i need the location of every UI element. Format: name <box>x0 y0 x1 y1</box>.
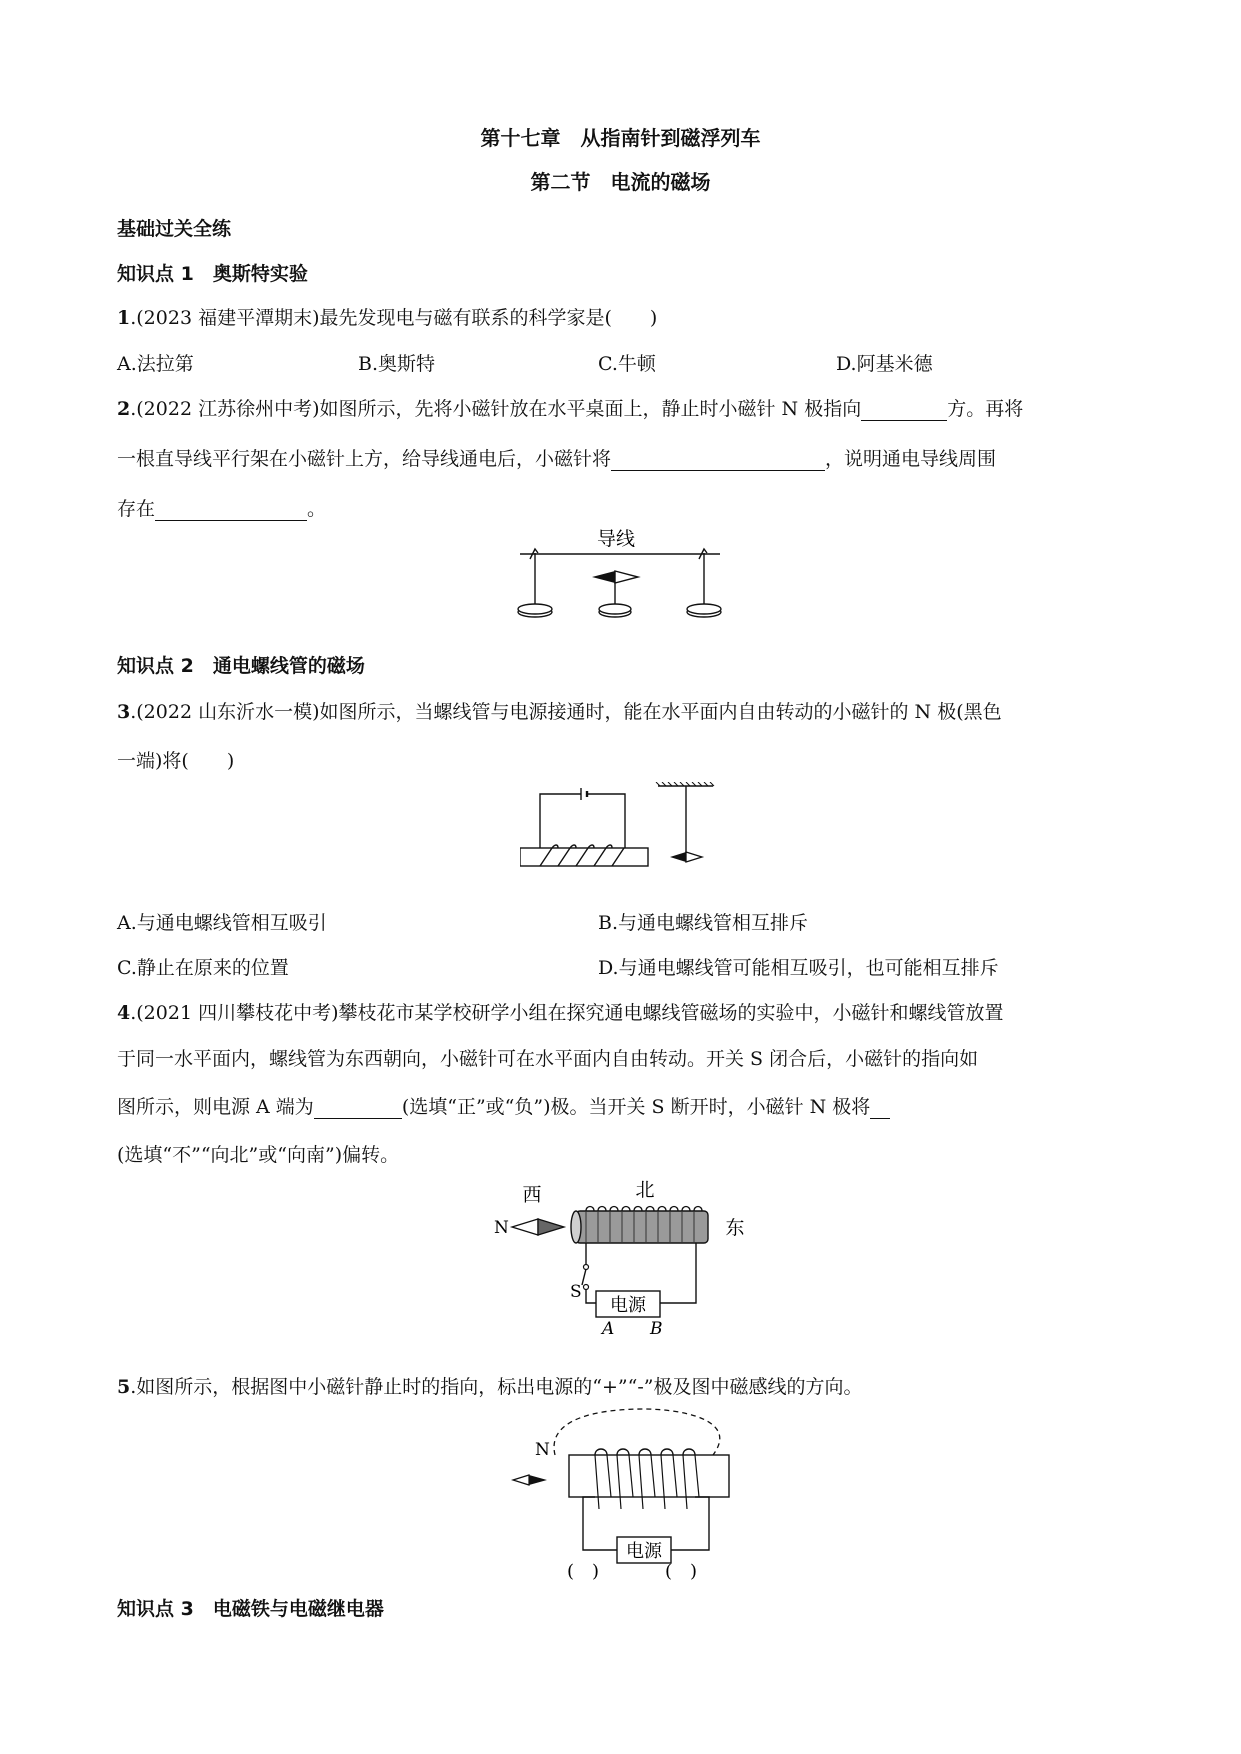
question-3-line-1 <box>117 697 1002 724</box>
q4-figure-solenoid-compass <box>490 1175 780 1335</box>
question-4-line-3 <box>117 1092 890 1119</box>
terminal-a-label: A <box>602 1319 615 1335</box>
q3-option-c: C.静止在原来的位置 <box>117 957 289 979</box>
q2-figure-wire-compass <box>510 525 730 620</box>
answer-blank[interactable] <box>314 1097 402 1119</box>
q2-text-3b: 。 <box>307 498 327 520</box>
n-pole-label: N <box>535 1440 550 1460</box>
practice-heading: 基础过关全练 <box>117 218 232 240</box>
question-2-line-1 <box>117 394 1023 421</box>
right-terminal-blank[interactable]: ( ) <box>664 1561 698 1580</box>
east-label: 东 <box>725 1217 745 1239</box>
knowledge-point-3: 知识点 3 电磁铁与电磁继电器 <box>117 1598 384 1620</box>
q2-text-2a: 一根直导线平行架在小磁针上方，给导线通电后，小磁针将 <box>117 448 612 470</box>
q2-text-1b: 方。再将 <box>947 398 1024 420</box>
q1-option-a: A.法拉第 <box>117 353 194 375</box>
chapter-title: 第十七章 从指南针到磁浮列车 <box>480 126 761 150</box>
question-number: 5 <box>117 1376 131 1398</box>
q4-text-3a: 图所示，则电源 A 端为 <box>117 1096 314 1118</box>
west-label: 西 <box>522 1184 542 1206</box>
q3-option-b: B.与通电螺线管相互排斥 <box>598 912 809 934</box>
q2-text-2b: ，说明通电导线周围 <box>825 448 997 470</box>
answer-blank[interactable] <box>155 499 307 521</box>
knowledge-point-2: 知识点 2 通电螺线管的磁场 <box>117 655 365 677</box>
q3-option-d: D.与通电螺线管可能相互吸引，也可能相互排斥 <box>598 957 999 979</box>
terminal-b-label: B <box>650 1319 663 1335</box>
q2-text-1a: .(2022 江苏徐州中考)如图所示，先将小磁针放在水平桌面上，静止时小磁针 N 极指向 <box>130 398 862 420</box>
question-number: 3 <box>117 701 131 723</box>
answer-blank[interactable] <box>861 399 947 421</box>
question-number: 2 <box>117 398 131 420</box>
q1-option-b: B.奥斯特 <box>358 353 436 375</box>
q3-option-a: A.与通电螺线管相互吸引 <box>117 912 327 934</box>
question-4-line-4: (选填“不”“向北”或“向南”)偏转。 <box>117 1144 400 1166</box>
question-number: 4 <box>117 1002 131 1024</box>
question-number: 1 <box>117 307 131 329</box>
q4-text-1: .(2021 四川攀枝花中考)攀枝花市某学校研学小组在探究通电螺线管磁场的实验中，小磁针和螺线管放置 <box>130 1002 1004 1024</box>
question-text: .(2023 福建平潭期末)最先发现电与磁有联系的科学家是( ) <box>130 307 658 329</box>
north-label: 北 <box>635 1179 655 1201</box>
power-source-label: 电源 <box>610 1295 646 1316</box>
question-2-line-3 <box>117 494 326 521</box>
q1-option-d: D.阿基米德 <box>836 353 933 375</box>
left-terminal-blank[interactable]: ( ) <box>566 1561 600 1580</box>
q4-text-3b: (选填“正”或“负”)极。当开关 S 断开时，小磁针 N 极将 <box>401 1096 871 1118</box>
answer-blank[interactable] <box>611 449 825 471</box>
switch-label: S <box>570 1282 582 1302</box>
question-4-line-1 <box>117 998 1004 1025</box>
answer-blank[interactable] <box>870 1097 890 1119</box>
power-source-label: 电源 <box>626 1541 662 1562</box>
q5-figure-solenoid-field <box>505 1405 745 1580</box>
section-title: 第二节 电流的磁场 <box>530 170 711 194</box>
question-4-line-2: 于同一水平面内，螺线管为东西朝向，小磁针可在水平面内自由转动。开关 S 闭合后，小磁针的指向如 <box>117 1048 979 1070</box>
question-3-line-2: 一端)将( ) <box>117 750 235 772</box>
question-1 <box>117 303 657 330</box>
wire-label: 导线 <box>596 528 636 550</box>
q3-figure-solenoid <box>520 782 720 877</box>
q3-text-1: .(2022 山东沂水一模)如图所示，当螺线管与电源接通时，能在水平面内自由转动的小磁针的 N 极(黑色 <box>130 701 1002 723</box>
q2-text-3a: 存在 <box>117 498 156 520</box>
knowledge-point-1: 知识点 1 奥斯特实验 <box>117 263 308 285</box>
question-2-line-2 <box>117 444 996 471</box>
question-5 <box>117 1372 862 1399</box>
q5-text: .如图所示，根据图中小磁针静止时的指向，标出电源的“+”“-”极及图中磁感线的方向。 <box>130 1376 863 1398</box>
q1-option-c: C.牛顿 <box>598 353 656 375</box>
n-pole-label: N <box>494 1218 509 1238</box>
